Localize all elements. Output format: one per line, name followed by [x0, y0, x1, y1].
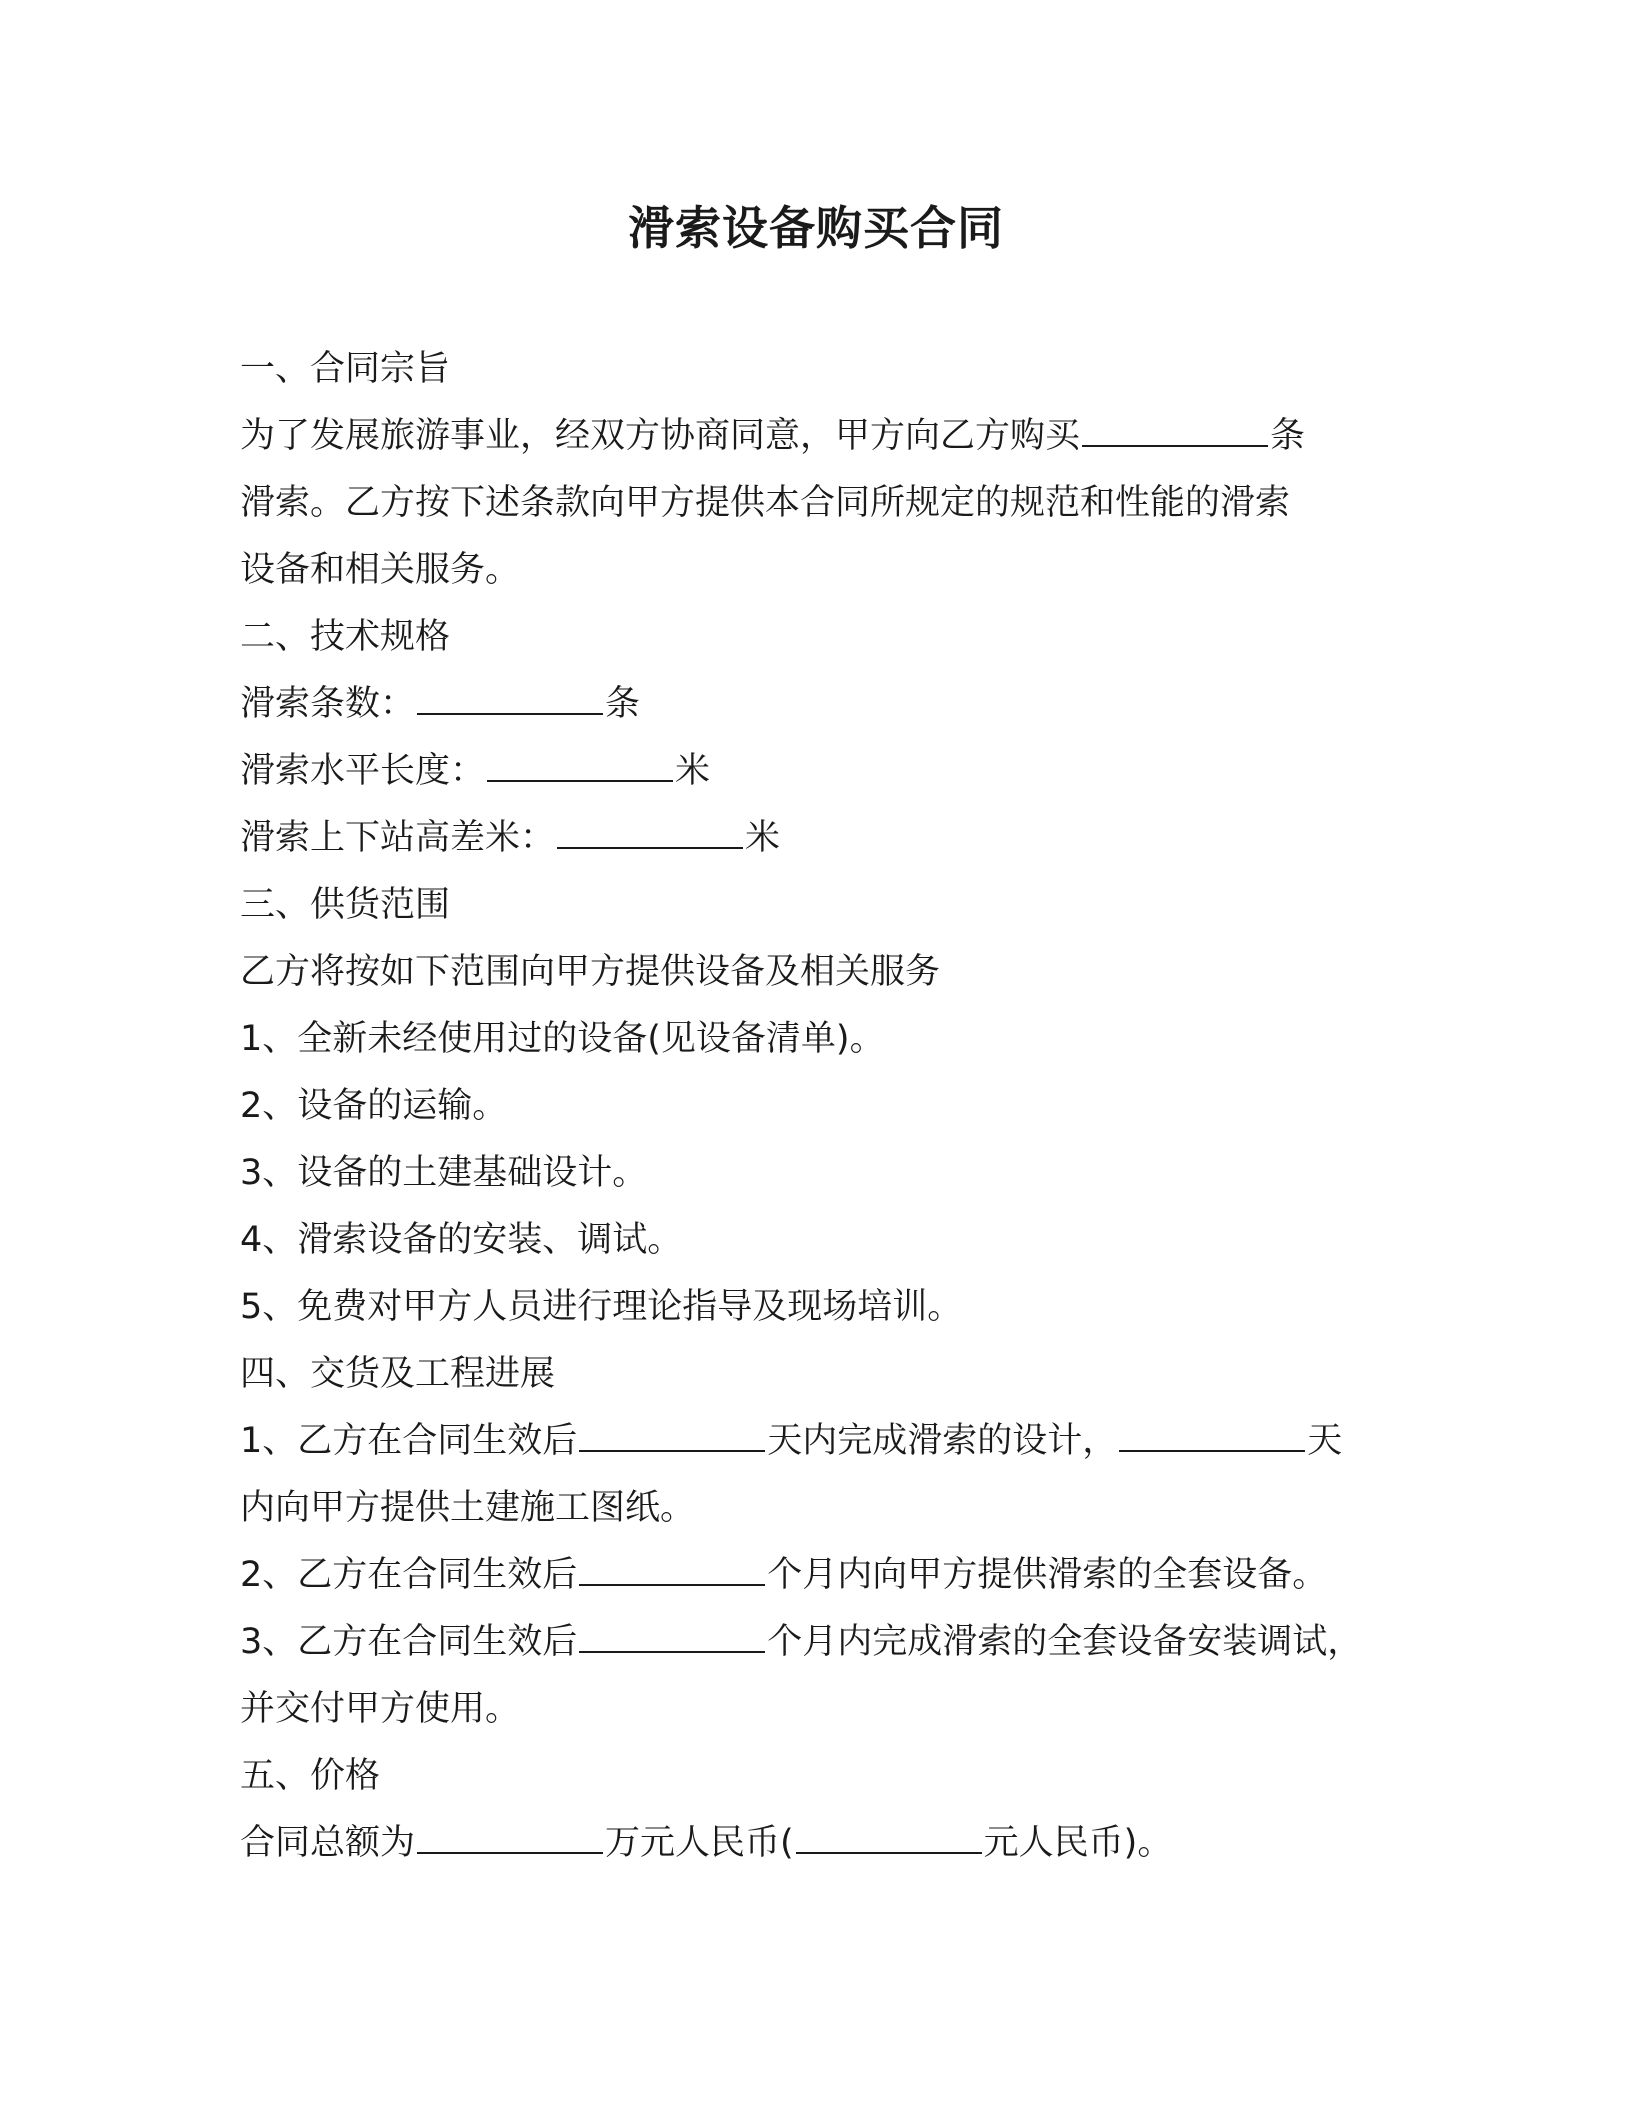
delivery-item-3-line-2: 并交付甲方使用。 — [240, 1689, 521, 1729]
section-1-paragraph-line-2: 滑索。乙方按下述条款向甲方提供本合同所规定的规范和性能的滑索 — [240, 483, 1291, 523]
list-item: 3、设备的土建基础设计。 — [240, 1153, 648, 1193]
contract-body — [240, 336, 1410, 1877]
delivery-item-1-line-2: 内向甲方提供土建施工图纸。 — [240, 1488, 696, 1528]
blank-field-total-10k-rmb — [417, 1822, 603, 1854]
blank-field-zipline-count — [417, 683, 603, 715]
blank-field-design-days — [579, 1420, 765, 1452]
section-4-heading: 四、交货及工程进展 — [240, 1354, 556, 1394]
section-3-intro: 乙方将按如下范围向甲方提供设备及相关服务 — [240, 952, 941, 992]
blank-field-drawing-days — [1119, 1420, 1305, 1452]
section-1-paragraph-line-1: 为了发展旅游事业，经双方协商同意，甲方向乙方购买 条 — [240, 416, 1306, 456]
blank-field-equipment-months — [579, 1554, 765, 1586]
section-5-heading: 五、价格 — [240, 1756, 381, 1796]
document-title: 滑索设备购买合同 — [628, 201, 1004, 255]
section-2-heading: 二、技术规格 — [240, 617, 451, 657]
blank-field-horizontal-length — [487, 750, 673, 782]
list-item: 4、滑索设备的安装、调试。 — [240, 1220, 683, 1260]
section-1-paragraph-line-3: 设备和相关服务。 — [240, 550, 521, 590]
spec-zipline-count: 滑索条数： 条 — [240, 684, 641, 724]
delivery-item-3-line-1: 3、乙方在合同生效后 个月内完成滑索的全套设备安装调试， — [240, 1622, 1363, 1662]
spec-horizontal-length: 滑索水平长度： 米 — [240, 751, 711, 791]
price-total: 合同总额为 万元人民币( 元人民币)。 — [240, 1823, 1173, 1863]
blank-field-purchase-count — [1082, 415, 1268, 447]
section-3-heading: 三、供货范围 — [240, 885, 451, 925]
list-item: 1、全新未经使用过的设备(见设备清单)。 — [240, 1019, 885, 1059]
list-item: 2、设备的运输。 — [240, 1086, 508, 1126]
list-item: 5、免费对甲方人员进行理论指导及现场培训。 — [240, 1287, 963, 1327]
blank-field-total-rmb — [796, 1822, 982, 1854]
delivery-item-1-line-1: 1、乙方在合同生效后 天内完成滑索的设计， 天 — [240, 1421, 1343, 1461]
blank-field-installation-months — [579, 1621, 765, 1653]
section-1-heading: 一、合同宗旨 — [240, 349, 451, 389]
spec-station-height-difference: 滑索上下站高差米： 米 — [240, 818, 781, 858]
blank-field-height-difference — [557, 817, 743, 849]
delivery-item-2: 2、乙方在合同生效后 个月内向甲方提供滑索的全套设备。 — [240, 1555, 1328, 1595]
